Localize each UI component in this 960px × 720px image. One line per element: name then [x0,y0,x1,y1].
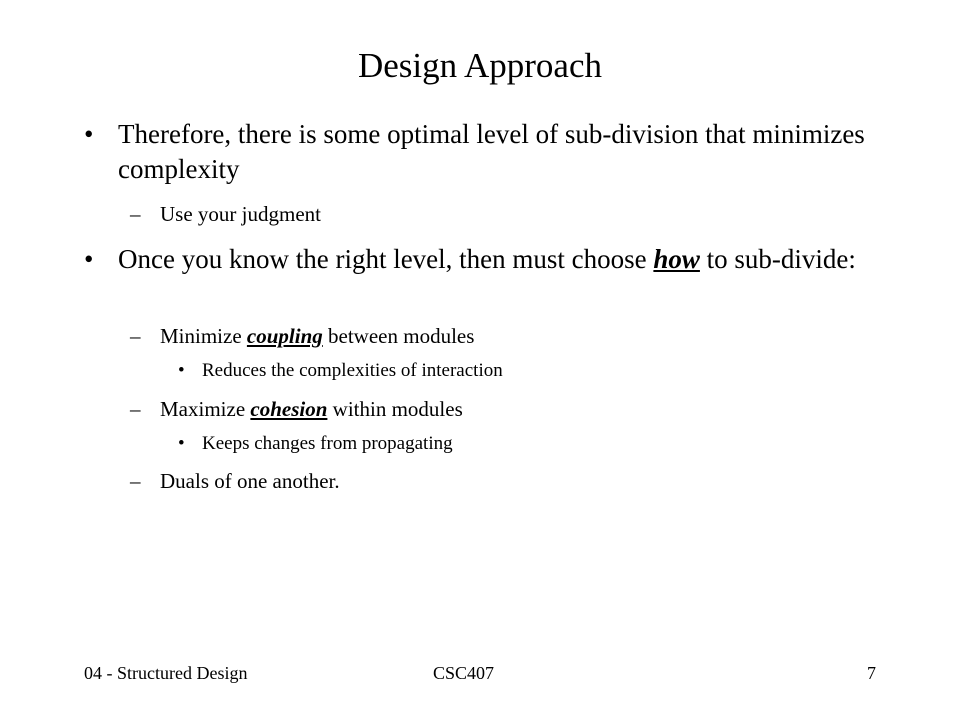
detail-text: Keeps changes from propagating [202,433,453,454]
footer-lecture-title: 04 - Structured Design [84,663,248,683]
sub-point-text-before: Maximize [160,397,251,421]
dash-marker: – [130,469,141,493]
bullet-marker: • [84,244,94,274]
sub-point-text: Use your judgment [160,202,321,226]
bullet-text-before: Once you know the right level, then must choose [118,244,654,274]
bullet-marker: • [178,360,185,381]
bullet-text-after: to sub-divide: [699,244,856,274]
emphasis-coupling: coupling [246,324,323,348]
detail-text: Reduces the complexities of interaction [202,360,503,381]
sub-point-coupling [130,323,475,349]
sub-point-text-after: between modules [322,324,475,348]
detail-point-propagating [178,432,453,456]
dash-marker: – [130,324,141,348]
bullet-marker: • [178,433,185,454]
bullet-marker: • [84,119,94,149]
sub-point-cohesion [130,396,463,422]
sub-point-duals [130,468,340,494]
footer-course-code: CSC407 [433,663,495,683]
slide-title: Design Approach [358,46,602,85]
bullet-text: Therefore, there is some optimal level of sub-division that minimizes complexity [118,119,865,184]
dash-marker: – [130,397,141,421]
sub-point-judgment [130,201,321,227]
sub-point-text: Duals of one another. [160,469,340,493]
detail-point-interaction [178,359,503,383]
bullet-point-optimal-level [84,117,878,187]
sub-point-text-after: within modules [327,397,463,421]
emphasis-cohesion: cohesion [250,397,328,421]
sub-point-text-before: Minimize [160,324,247,348]
bullet-point-how-to-subdivide [84,242,878,277]
dash-marker: – [130,202,141,226]
emphasis-how: how [653,244,700,274]
footer-page-number: 7 [867,663,876,683]
